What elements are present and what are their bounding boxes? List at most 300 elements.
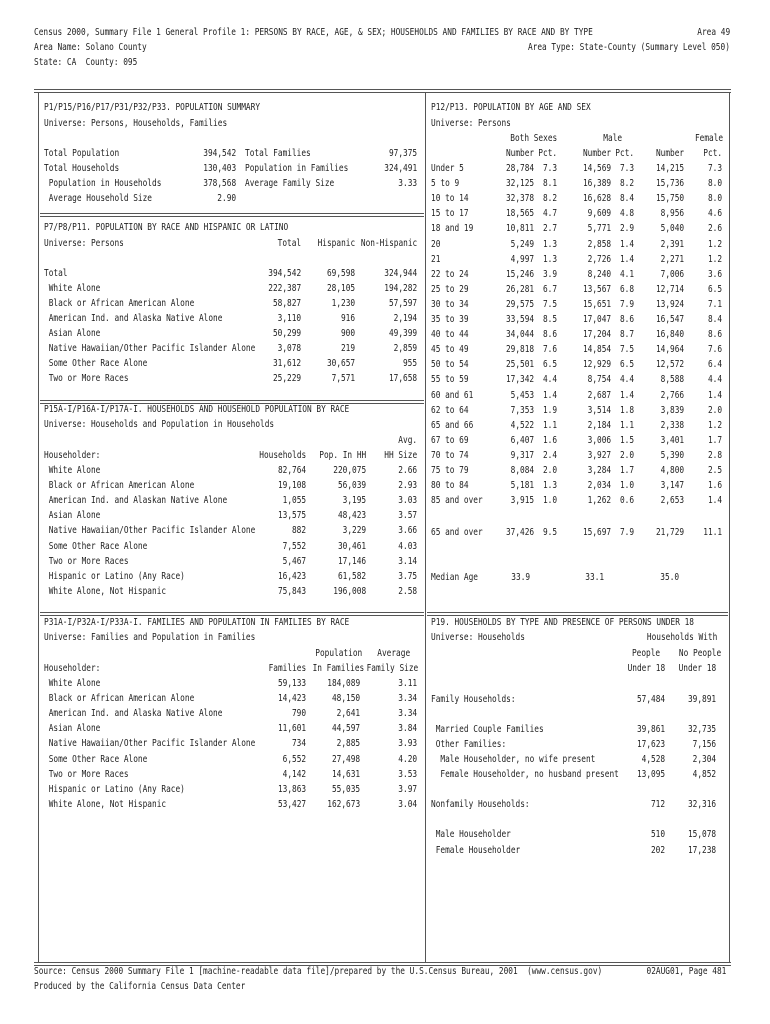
p12-cell: 3,147 [660,480,684,492]
p12-age-label: 25 to 29 [431,283,469,295]
p12-cell: 1.6 [707,480,722,492]
p31-head-avg: Average [377,648,410,659]
p12-cell: 2,338 [660,419,684,431]
p12-cell: 5,040 [660,223,684,235]
p12-group-male: Male [603,133,622,144]
p19-no-children: 17,238 [687,845,716,856]
p7-row-label: Native Hawaiian/Other Pacific Islander Alone [44,343,256,354]
p12-age-label: 40 to 44 [431,329,469,341]
p7-nonhispanic: 194,282 [384,283,417,294]
p7-universe: Universe: Persons [44,238,124,249]
p31-row-label: Native Hawaiian/Other Pacific Islander Alone [44,738,256,750]
p1-label: Population in Households [44,178,162,189]
p31-universe: Universe: Families and Population in Families [44,632,256,643]
p7-hispanic: 916 [340,313,355,324]
p12-age-label: 35 to 39 [431,314,469,325]
p12-cell: 17,342 [505,374,534,386]
p1-value: 394,542 [203,148,236,159]
p31-col-famsize: Family Size [366,663,418,674]
p12-col-head: Number [655,148,684,159]
p12-cell: 16,547 [655,314,684,325]
p12-cell: 15,651 [582,298,611,310]
p31-row-label: Black or African American Alone [44,693,195,705]
p12-median-both: 33.9 [511,572,530,583]
p12-age-label: 30 to 34 [431,298,469,310]
p19-with-children: 510 [650,829,665,840]
p31-families: 6,552 [282,753,306,765]
p12-cell: 8.4 [619,193,634,205]
p12-cell: 6.8 [619,283,634,295]
p12-cell: 8,956 [660,208,684,220]
p12-age-label: Under 5 [431,163,464,174]
p12-over65-cell: 7.9 [619,527,634,538]
p12-cell: 1.0 [542,495,557,507]
p12-cell: 8.6 [707,329,722,341]
p12-cell: 16,840 [655,329,684,341]
p12-cell: 2,687 [587,389,611,401]
p31-infam: 2,641 [336,708,360,720]
p12-cell: 10,811 [505,223,534,235]
p12-age-label: 60 and 61 [431,389,474,401]
p31-title: P31A-I/P32A-I/P33A-I. FAMILIES AND POPULATION IN FAMILIES BY RACE [44,617,350,628]
p12-age-label: 15 to 17 [431,208,469,220]
p12-cell: 7.5 [619,344,634,356]
p7-total: 222,387 [268,283,301,294]
p12-cell: 18,565 [505,208,534,220]
p12-cell: 33,594 [505,314,534,325]
p12-age-label: 45 to 49 [431,344,469,356]
p12-cell: 1.1 [542,419,557,431]
p7-nonhispanic: 2,194 [393,313,417,324]
p12-cell: 8.6 [619,314,634,325]
p19-row-label: Nonfamily Households: [431,799,530,810]
p12-cell: 7.3 [542,163,557,174]
p31-infam: 2,885 [336,738,360,750]
p12-cell: 6,407 [510,434,534,446]
p7-row-label: Total [44,268,68,279]
p19-with-children: 57,484 [636,694,665,705]
p12-age-label: 22 to 24 [431,268,469,280]
p12-cell: 6.7 [542,283,557,295]
p12-group-female: Female [694,133,723,144]
p12-cell: 15,750 [655,193,684,205]
p15-households: 16,423 [277,570,306,582]
p12-cell: 26,281 [505,283,534,295]
p19-row-label: Male Householder [431,829,511,840]
p19-universe: Universe: Households [431,632,525,643]
p15-title: P15A-I/P16A-I/P17A-I. HOUSEHOLDS AND HOUSEHOLD POPULATION BY RACE [44,404,350,415]
p15-col-avg: Avg. [398,435,417,446]
report-title: Census 2000, Summary File 1 General Profile 1: PERSONS BY RACE, AGE, & SEX; HOUSEHOLDS AND FAMILIES BY RACE AND BY TYPE [34,27,593,38]
p1-universe: Universe: Persons, Households, Families [44,118,228,129]
p12-cell: 2.0 [542,465,557,476]
p7-row-label: White Alone [44,283,101,294]
p15-households: 19,108 [277,480,306,492]
center-divider [425,92,426,962]
p12-cell: 8.1 [542,178,557,190]
p7-hispanic: 219 [340,343,355,354]
p12-cell: 8,588 [660,374,684,386]
p7-hispanic: 900 [340,328,355,339]
p12-cell: 1.0 [619,480,634,492]
p7-total: 25,229 [272,373,301,384]
p15-size: 3.75 [398,570,417,582]
p12-cell: 1.4 [619,238,634,250]
p19-with-children: 17,623 [636,739,665,750]
p15-row-label: Hispanic or Latino (Any Race) [44,570,185,582]
p31-infam: 48,150 [331,693,360,705]
p7-nonhispanic: 49,399 [388,328,417,339]
p12-cell: 4,997 [510,253,534,265]
p31-famsize: 3.97 [398,783,417,795]
p31-famsize: 3.34 [398,693,417,705]
p1-value: 3.33 [398,178,417,189]
p12-median-female: 35.0 [660,572,679,583]
p31-row-label: American Ind. and Alaska Native Alone [44,708,223,720]
p12-group-both: Both Sexes [510,133,557,144]
p19-with-children: 4,528 [641,754,665,765]
p12-cell: 17,047 [582,314,611,325]
p12-cell: 3,284 [587,465,611,476]
p7-total: 3,078 [277,343,301,354]
p31-families: 790 [291,708,306,720]
p31-infam: 55,035 [331,783,360,795]
p12-over65-cell: 15,697 [582,527,611,538]
p1-value: 130,403 [203,163,236,174]
p1-value: 97,375 [388,148,417,159]
area-number: Area 49 [697,27,730,38]
p31-infam: 27,498 [331,753,360,765]
p19-head-nopeople: No People [678,648,721,659]
p12-cell: 3.6 [707,268,722,280]
p12-cell: 16,389 [582,178,611,190]
p7-hispanic: 30,657 [326,358,355,369]
p12-col-head: Number [505,148,534,159]
p12-cell: 12,714 [655,283,684,295]
p15-households: 82,764 [277,465,306,476]
p31-families: 11,601 [277,723,306,735]
p19-with-children: 13,095 [636,769,665,780]
p7-nonhispanic: 324,944 [384,268,417,279]
p12-age-label: 18 and 19 [431,223,474,235]
p31-famsize: 3.04 [398,798,417,810]
p12-cell: 12,572 [655,359,684,371]
p31-famsize: 4.20 [398,753,417,765]
p12-cell: 4.6 [707,208,722,220]
p12-age-label: 65 and 66 [431,419,474,431]
p15-row-label: White Alone, Not Hispanic [44,585,167,597]
footer-source: Source: Census 2000 Summary File 1 [machine-readable data file]/prepared by the U.S.Census Bureau, 2001 (www.census.gov) [34,966,603,977]
p12-median-male: 33.1 [585,572,604,583]
p19-row-label: Female Householder, no husband present [431,769,619,780]
p12-cell: 8,240 [587,268,611,280]
p12-cell: 7.1 [707,298,722,310]
p15-row-label: Asian Alone [44,510,101,522]
p31-col-infam: In Families [312,663,364,674]
p19-no-children: 32,735 [687,724,716,735]
p12-cell: 4,522 [510,419,534,431]
p12-cell: 2,271 [660,253,684,265]
p19-no-children: 2,304 [692,754,716,765]
p1-value: 324,491 [384,163,417,174]
p12-cell: 2,766 [660,389,684,401]
p31-famsize: 3.93 [398,738,417,750]
p19-no-children: 7,156 [692,739,716,750]
p15-pop: 3,195 [342,495,366,507]
p12-cell: 15,246 [505,268,534,280]
p12-cell: 2,653 [660,495,684,507]
p12-age-label: 62 to 64 [431,404,469,416]
p15-row-label: American Ind. and Alaskan Native Alone [44,495,228,507]
p12-cell: 8.5 [542,314,557,325]
p7-total: 50,299 [272,328,301,339]
p12-cell: 1.3 [542,480,557,492]
p15-row-label: Native Hawaiian/Other Pacific Islander Alone [44,525,256,537]
p15-size: 2.66 [398,465,417,476]
p15-pop: 196,008 [333,585,366,597]
p12-cell: 8.2 [542,193,557,205]
p31-head-pop: Population [315,648,362,659]
area-name: Area Name: Solano County [34,42,147,53]
p15-size: 3.57 [398,510,417,522]
p19-with-children: 712 [650,799,665,810]
p31-families: 59,133 [277,678,306,689]
p12-age-label: 55 to 59 [431,374,469,386]
p31-col-families: Families [268,663,306,674]
p31-infam: 162,673 [327,798,360,810]
p12-cell: 7.3 [619,163,634,174]
p7-hispanic: 1,230 [331,298,355,309]
p7-nonhispanic: 955 [402,358,417,369]
p7-row-label: Asian Alone [44,328,101,339]
p19-row-label: Other Families: [431,739,507,750]
p7-hispanic: 69,598 [326,268,355,279]
p12-col-head: Pct. [615,148,634,159]
p15-size: 4.03 [398,540,417,552]
p31-families: 53,427 [277,798,306,810]
p12-cell: 3,401 [660,434,684,446]
p31-infam: 184,089 [327,678,360,689]
p15-pop: 17,146 [337,555,366,567]
p12-cell: 8.6 [542,329,557,341]
p12-cell: 2.6 [707,223,722,235]
p31-famsize: 3.11 [398,678,417,689]
p31-families: 4,142 [282,768,306,780]
p7-col-total: Total [277,238,301,249]
p12-age-label: 10 to 14 [431,193,469,205]
p12-cell: 5,249 [510,238,534,250]
p12-cell: 4.4 [542,374,557,386]
p12-median-label: Median Age [431,572,478,583]
p19-head-people: People [631,648,660,659]
p15-size: 3.66 [398,525,417,537]
p1-label: Total Population [44,148,120,159]
p15-row-label: Two or More Races [44,555,129,567]
p19-head-under18: Under 18 [627,663,665,674]
p12-cell: 7,006 [660,268,684,280]
p12-cell: 1.5 [619,434,634,446]
p12-over65-cell: 11.1 [703,527,722,538]
p7-row-label: Two or More Races [44,373,129,384]
p1-label: Population in Families [245,163,349,174]
p31-row-label: White Alone [44,678,101,689]
p15-size: 3.03 [398,495,417,507]
top-rule [34,89,731,93]
p31-row-label: Asian Alone [44,723,101,735]
p31-row-label: White Alone, Not Hispanic [44,798,167,810]
p12-cell: 8.2 [619,178,634,190]
p7-rule [40,213,424,217]
p12-cell: 5,453 [510,389,534,401]
p19-with-children: 202 [650,845,665,856]
p12-title: P12/P13. POPULATION BY AGE AND SEX [431,102,591,113]
p15-universe: Universe: Households and Population in Households [44,419,275,430]
p12-cell: 9,317 [510,449,534,461]
p12-cell: 14,569 [582,163,611,174]
p7-total: 58,827 [272,298,301,309]
p12-cell: 2,034 [587,480,611,492]
p15-col-size: HH Size [384,450,417,461]
p12-cell: 4.1 [619,268,634,280]
p19-with-children: 39,861 [636,724,665,735]
p12-cell: 1.4 [619,389,634,401]
p12-cell: 3,006 [587,434,611,446]
p15-size: 3.14 [398,555,417,567]
p31-families: 734 [291,738,306,750]
p12-cell: 2.0 [619,449,634,461]
footer-page: 02AUG01, Page 481 [646,966,726,977]
p12-cell: 5,181 [510,480,534,492]
p12-over65-cell: 37,426 [505,527,534,538]
p31-famsize: 3.34 [398,708,417,720]
p15-pop: 30,461 [337,540,366,552]
p12-cell: 1,262 [587,495,611,507]
p31-families: 13,863 [277,783,306,795]
p31-famsize: 3.53 [398,768,417,780]
p12-cell: 1.6 [542,434,557,446]
p7-hispanic: 7,571 [331,373,355,384]
p12-cell: 1.4 [707,389,722,401]
p12-cell: 5,390 [660,449,684,461]
p12-cell: 2,391 [660,238,684,250]
p15-pop: 48,423 [337,510,366,522]
p12-age-label: 5 to 9 [431,178,460,190]
p12-age-label: 50 to 54 [431,359,469,371]
p12-cell: 8.0 [707,193,722,205]
p12-age-label: 85 and over [431,495,483,507]
p12-cell: 3,839 [660,404,684,416]
p19-no-children: 39,891 [687,694,716,705]
p12-cell: 6.5 [707,283,722,295]
p12-cell: 0.6 [619,495,634,507]
p15-households: 1,055 [282,495,306,507]
state-county: State: CA County: 095 [34,57,138,68]
p15-pop: 56,039 [337,480,366,492]
p7-row-label: Some Other Race Alone [44,358,148,369]
p12-over65-cell: 21,729 [655,527,684,538]
p12-cell: 6.5 [619,359,634,371]
p12-cell: 1.3 [542,238,557,250]
p7-col-hispanic: Hispanic [317,238,355,249]
p12-cell: 14,854 [582,344,611,356]
p12-cell: 4.4 [707,374,722,386]
p15-households: 7,552 [282,540,306,552]
p19-head1: Households With [646,632,717,643]
p1-label: Total Households [44,163,120,174]
p12-cell: 25,501 [505,359,534,371]
p15-households: 75,843 [277,585,306,597]
p12-col-head: Pct. [703,148,722,159]
p12-cell: 1.8 [619,404,634,416]
p31-head-label: Householder: [44,663,101,674]
p7-row-label: Black or African American Alone [44,298,195,309]
p31-famsize: 3.84 [398,723,417,735]
p15-households: 13,575 [277,510,306,522]
p12-cell: 1.7 [619,465,634,476]
p12-cell: 1.2 [707,253,722,265]
p12-age-label: 75 to 79 [431,465,469,476]
p7-nonhispanic: 57,597 [388,298,417,309]
p7-title: P7/P8/P11. POPULATION BY RACE AND HISPANIC OR LATINO [44,222,289,233]
p19-no-children: 4,852 [692,769,716,780]
p12-cell: 28,784 [505,163,534,174]
p12-cell: 2,726 [587,253,611,265]
p12-cell: 1.9 [542,404,557,416]
p12-cell: 13,924 [655,298,684,310]
p15-pop: 61,582 [337,570,366,582]
p12-cell: 17,204 [582,329,611,341]
p12-cell: 7.3 [707,163,722,174]
p12-cell: 8,084 [510,465,534,476]
p12-cell: 29,818 [505,344,534,356]
p15-size: 2.93 [398,480,417,492]
p1-label: Average Family Size [245,178,335,189]
p15-row-label: Some Other Race Alone [44,540,148,552]
p12-cell: 1.4 [542,389,557,401]
p12-cell: 32,125 [505,178,534,190]
p12-cell: 4.8 [619,208,634,220]
p12-cell: 5,771 [587,223,611,235]
p15-col-households: Households [259,450,306,461]
p12-cell: 7.5 [542,298,557,310]
p31-row-label: Some Other Race Alone [44,753,148,765]
p12-cell: 14,215 [655,163,684,174]
p12-over65-cell: 9.5 [542,527,557,538]
p12-cell: 14,964 [655,344,684,356]
p12-cell: 7.6 [707,344,722,356]
p12-cell: 7,353 [510,404,534,416]
p12-cell: 29,575 [505,298,534,310]
left-border [38,92,39,962]
p12-cell: 4,800 [660,465,684,476]
p1-value: 2.90 [217,193,236,204]
p12-cell: 3,927 [587,449,611,461]
p12-age-label: 80 to 84 [431,480,469,492]
p7-total: 3,110 [277,313,301,324]
p1-title: P1/P15/P16/P17/P31/P32/P33. POPULATION SUMMARY [44,102,261,113]
p1-label: Average Household Size [44,193,153,204]
p31-infam: 14,631 [331,768,360,780]
p15-pop: 220,075 [333,465,366,476]
p15-row-label: Black or African American Alone [44,480,195,492]
footer-produced: Produced by the California Census Data Center [34,981,246,992]
p12-cell: 2,184 [587,419,611,431]
p1-label: Total Families [245,148,311,159]
p12-age-label: 70 to 74 [431,449,469,461]
p12-cell: 1.2 [707,238,722,250]
p12-cell: 13,567 [582,283,611,295]
p12-cell: 1.7 [707,434,722,446]
